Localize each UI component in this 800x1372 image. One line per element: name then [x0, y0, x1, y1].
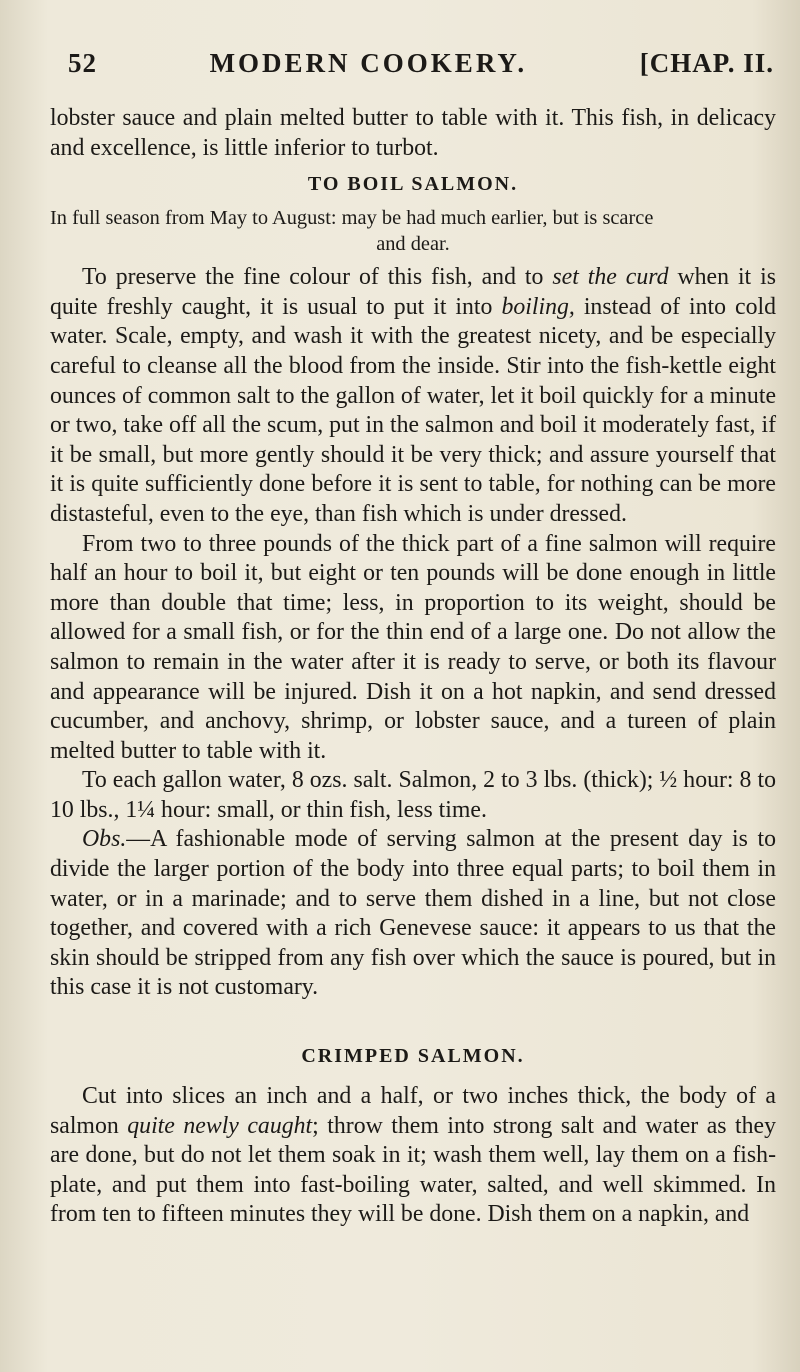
section-heading-boil-salmon: TO BOIL SALMON. — [307, 173, 519, 196]
text-run: Cut into slices an inch and a half, or two inches thick, the body of a salmon — [50, 1083, 776, 1139]
paragraph-crimped-salmon — [50, 1082, 776, 1230]
text-run: when it is quite freshly caught, it is usual to put it into — [50, 264, 776, 320]
paragraph-observation — [50, 825, 776, 1003]
season-note-text: In full season from May to August: may be had much earlier, but is scarce — [50, 207, 654, 230]
paragraph-boiling-times: From two to three pounds of the thick part of a fine salmon will require half an hour to boil it, but eight or ten pounds will be done enough in little more than double that time; less, in proportion to its weight, should be allowed for a small fish, or for the thin end of a large one. Do not allow the salmon to remain in the water after it is ready to serve, or both its flavour and appearance will be injured. Dish it on a hot napkin, and send dressed cucumber, and anchovy, shrimp, or lobster sauce, and a tureen of plain melted butter to table with it. — [50, 530, 776, 764]
italic-run: set the curd — [552, 264, 669, 291]
italic-run: boiling, — [501, 293, 575, 320]
obs-label: Obs. — [82, 826, 127, 853]
running-header — [68, 48, 774, 79]
intro-paragraph: lobster sauce and plain melted butter to table with it. This fish, in delicacy and excellence, is little inferior to turbot. — [50, 105, 776, 161]
season-note-end: and dear. — [376, 233, 450, 256]
text-run: instead of into cold water. Scale, empty, and wash it with the greatest nicety, and be especially careful to cleanse all the blood from the inside. Stir into the fish-kettle eight ounces of common salt to the gallon of water, let it boil quickly for a minute or two, take off all the scum, put in the salmon and boil it moderately fast, if it be small, but more gently should it be very thick; and assure yourself that it is quite sufficiently done before it is sent to table, for nothing can be more distasteful, even to the eye, than fish which is under dressed. — [50, 293, 777, 527]
paragraph-quantities: To each gallon water, 8 ozs. salt. Salmon, 2 to 3 lbs. (thick); ½ hour: 8 to 10 lbs., 1¼ hour: small, or thin fish, less time. — [50, 767, 776, 823]
text-run: To preserve the fine colour of this fish, and to — [82, 264, 553, 291]
chapter-label: [CHAP. II. — [639, 48, 774, 78]
obs-text: —A fashionable mode of serving salmon at the present day is to divide the larger portion of the body into three equal parts; to boil them in water, or in a marinade; and to serve them dished in a line, but not close together, and covered with a rich Genevese sauce: it appears to us that the skin should be stripped from any fish over which the sauce is poured, but in this case it is not customary. — [50, 826, 776, 1001]
section-heading-crimped-salmon: CRIMPED SALMON. — [301, 1045, 525, 1068]
running-title: MODERN COOKERY. — [209, 48, 528, 78]
page-number: 52 — [68, 48, 97, 78]
italic-run: quite newly caught — [127, 1112, 313, 1139]
text-run: ; throw them into strong salt and water as they are done, but do not let them soak in it; wash them well, lay them on a fish-plate, and put them into fast-boiling water, salted, and well skimmed. In from ten to fifteen minutes they will be done. Dish them on a napkin, and — [50, 1112, 776, 1228]
paragraph-preserve-colour — [50, 263, 776, 529]
page-body — [50, 104, 776, 1230]
season-note — [50, 205, 776, 257]
